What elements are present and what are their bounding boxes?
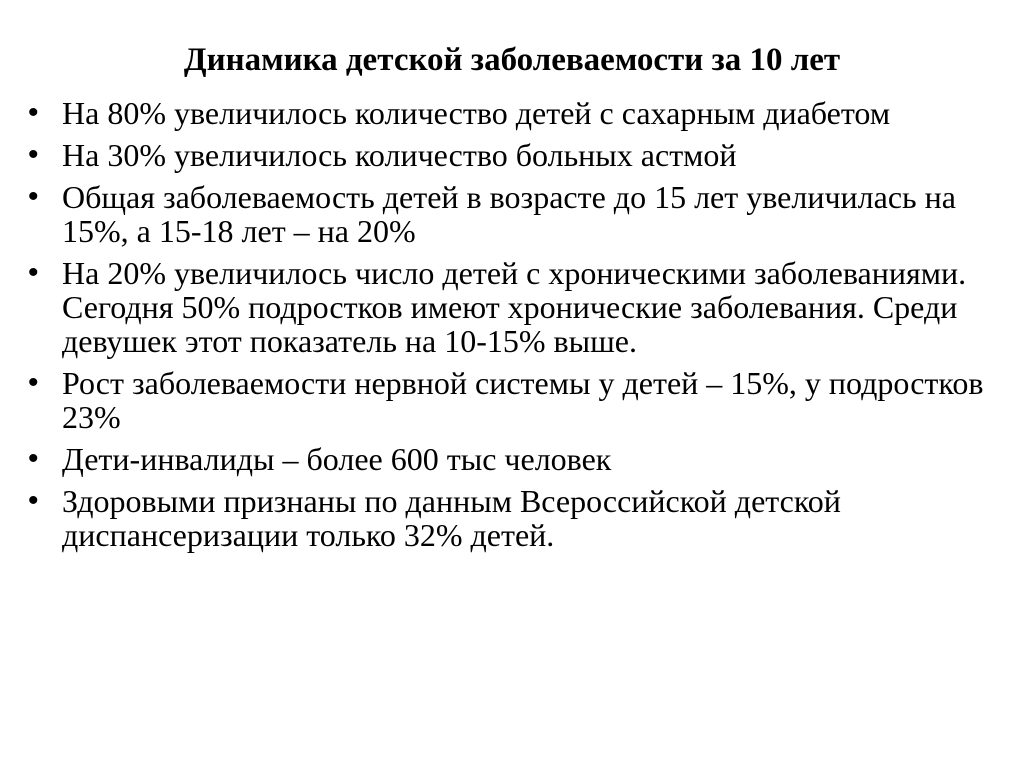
bullet-icon: • [28,256,39,289]
bullet-item [28,180,998,248]
bullet-icon: • [28,366,39,399]
bullet-text: Дети-инвалиды – более 600 тыс человек [62,441,612,477]
bullet-item [28,138,998,172]
bullet-icon: • [28,138,39,171]
bullet-text: Рост заболеваемости нервной системы у детей – 15%, у подростков 23% [62,365,984,435]
bullet-item [28,256,998,358]
bullet-text: На 30% увеличилось количество больных астмой [62,137,737,173]
bullet-icon: • [28,96,39,129]
bullet-item [28,442,998,476]
bullet-icon: • [28,484,39,517]
bullet-text: Общая заболеваемость детей в возрасте до 15 лет увеличилась на 15%, а 15-18 лет – на 20% [62,179,956,249]
bullet-icon: • [28,180,39,213]
bullet-list [28,96,998,560]
bullet-icon: • [28,442,39,475]
bullet-text: Здоровыми признаны по данным Всероссийской детской диспансеризации только 32% детей. [62,483,841,553]
bullet-text: На 20% увеличилось число детей с хроническими заболеваниями. Сегодня 50% подростков имеют хронические заболевания. Среди девушек этот показатель на 10-15% выше. [62,255,967,359]
bullet-item [28,96,998,130]
slide-title: Динамика детской заболеваемости за 10 лет [183,42,841,78]
bullet-item [28,484,998,552]
bullet-item [28,366,998,434]
bullet-text: На 80% увеличилось количество детей с сахарным диабетом [62,95,891,131]
